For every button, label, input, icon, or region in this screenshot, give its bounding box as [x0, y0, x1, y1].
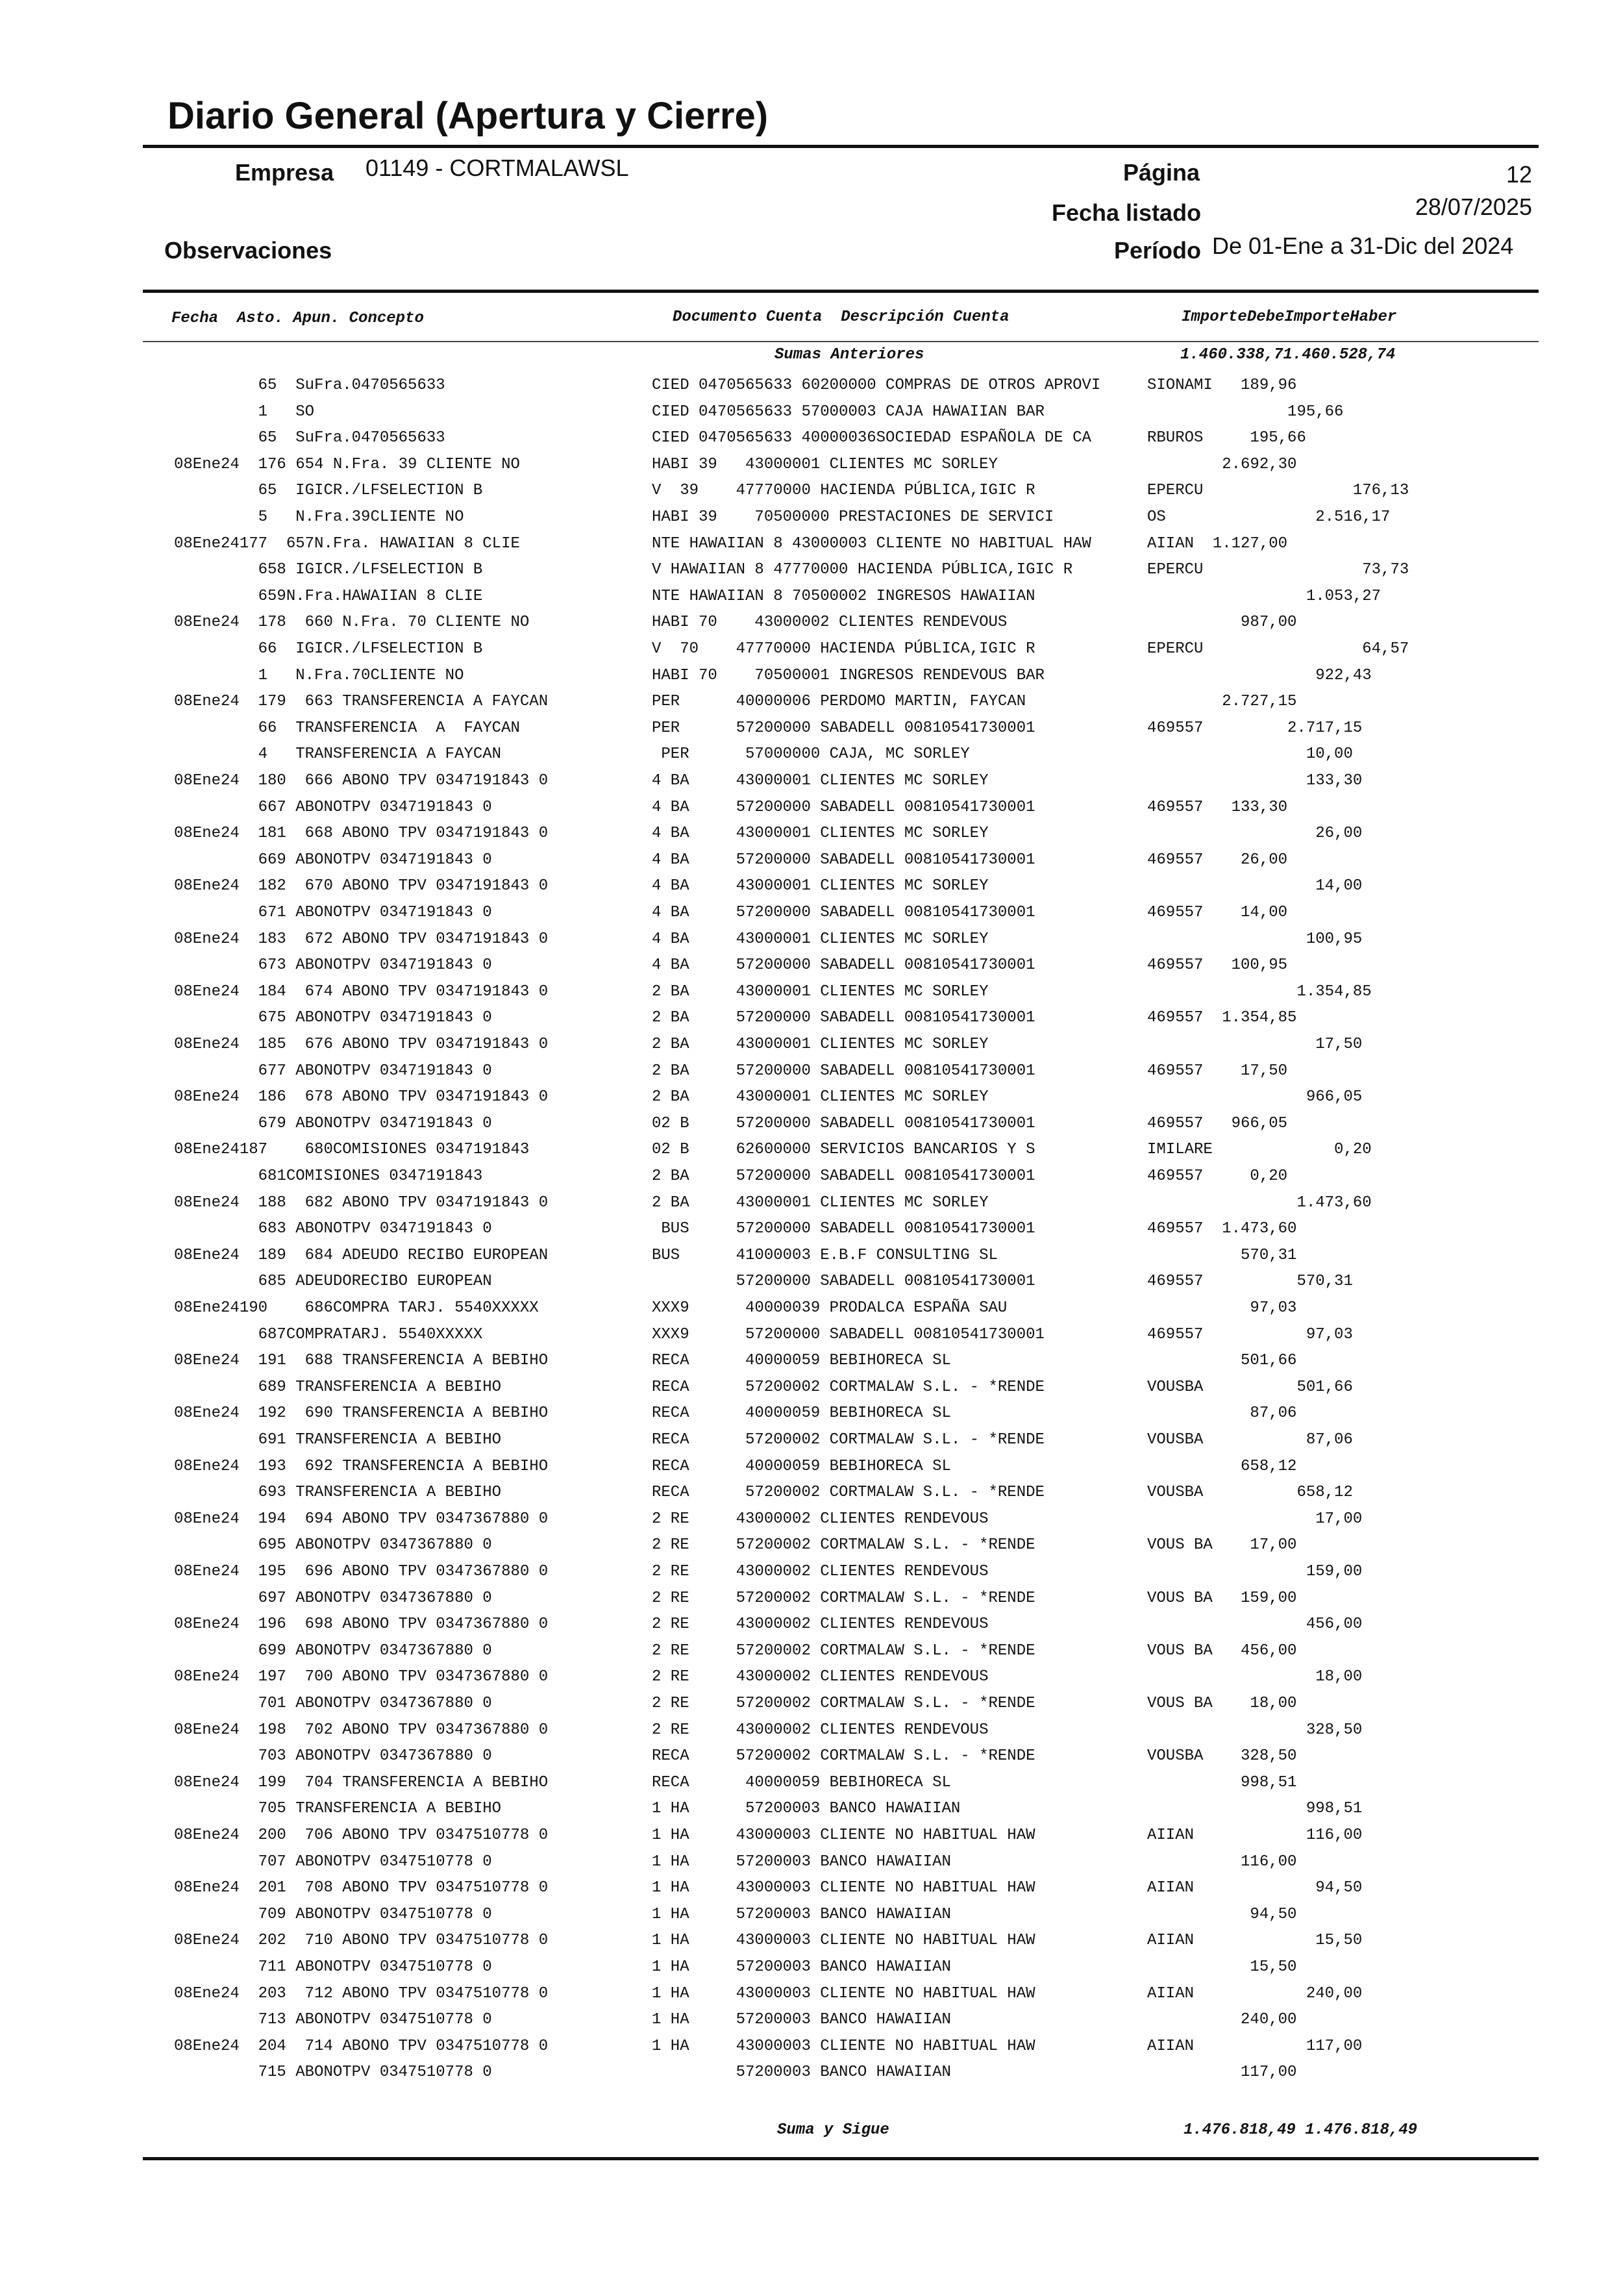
entry-left-text: 677 ABONOTPV 0347191843 0 — [174, 1062, 492, 1080]
entry-left-text: 709 ABONOTPV 0347510778 0 — [174, 1906, 492, 1923]
entry-middle-text: CIED 0470565633 57000003 CAJA HAWAIIAN BAR — [652, 403, 1045, 421]
entry-amount-text: VOUS BA 17,00 — [1147, 1536, 1297, 1554]
entry-amount-text: 159,00 — [1147, 1563, 1363, 1580]
entry-middle-text: 1 HA 43000003 CLIENTE NO HABITUAL HAW — [652, 1827, 1035, 1844]
entry-middle-text: NTE HAWAIIAN 8 70500002 INGRESOS HAWAIIAN — [652, 588, 1035, 605]
entry-middle-text: 1 HA 43000003 CLIENTE NO HABITUAL HAW — [652, 1932, 1035, 1949]
entry-middle-text: 2 RE 43000002 CLIENTES RENDEVOUS — [652, 1510, 989, 1528]
entry-left-text: 5 N.Fra.39CLIENTE NO — [174, 508, 464, 526]
entry-left-text: 659N.Fra.HAWAIIAN 8 CLIE — [174, 588, 483, 605]
entry-amount-text: 2.727,15 — [1147, 693, 1297, 710]
entry-left-text: 08Ene24 188 682 ABONO TPV 0347191843 0 — [174, 1194, 549, 1212]
entry-amount-text: VOUSBA 658,12 — [1147, 1484, 1353, 1501]
entry-left-text: 08Ene24 184 674 ABONO TPV 0347191843 0 — [174, 983, 549, 1001]
entry-amount-text: AIIAN 15,50 — [1147, 1932, 1363, 1949]
entry-left-text: 671 ABONOTPV 0347191843 0 — [174, 904, 492, 921]
entry-left-text: 703 ABONOTPV 0347367880 0 — [174, 1747, 492, 1765]
empresa-label: Empresa — [235, 159, 334, 186]
entry-amount-text: 998,51 — [1147, 1774, 1297, 1791]
entry-amount-text: 998,51 — [1147, 1800, 1363, 1817]
entry-middle-text: 2 BA 43000001 CLIENTES MC SORLEY — [652, 1194, 989, 1212]
entry-amount-text: 17,50 — [1147, 1036, 1363, 1053]
header-rule — [143, 290, 1539, 293]
entry-amount-text: 1.053,27 — [1147, 588, 1381, 605]
entry-middle-text: 2 RE 43000002 CLIENTES RENDEVOUS — [652, 1563, 989, 1580]
entry-amount-text: 1.354,85 — [1147, 983, 1372, 1001]
entry-left-text: 691 TRANSFERENCIA A BEBIHO — [174, 1431, 502, 1449]
entry-amount-text: AIIAN 117,00 — [1147, 2038, 1363, 2055]
entry-left-text: 65 SuFra.0470565633 — [174, 377, 445, 394]
entry-middle-text: 4 BA 43000001 CLIENTES MC SORLEY — [652, 772, 989, 790]
entry-left-text: 685 ADEUDORECIBO EUROPEAN — [174, 1273, 492, 1290]
entry-amount-text: 14,00 — [1147, 877, 1363, 895]
entry-middle-text: RECA 40000059 BEBIHORECA SL — [652, 1774, 951, 1791]
entry-middle-text: 1 HA 43000003 CLIENTE NO HABITUAL HAW — [652, 1879, 1035, 1897]
entry-amount-text: VOUSBA 501,66 — [1147, 1379, 1353, 1396]
entry-amount-text: 94,50 — [1147, 1906, 1297, 1923]
entry-amount-text: VOUSBA 328,50 — [1147, 1747, 1297, 1765]
entry-amount-text: AIIAN 1.127,00 — [1147, 535, 1288, 553]
column-header-middle: Documento Cuenta Descripción Cuenta — [673, 308, 1010, 326]
entry-middle-text: 4 BA 57200000 SABADELL 00810541730001 — [652, 799, 1035, 816]
empresa-value: 01149 - CORTMALAWSL — [365, 155, 629, 181]
entry-left-text: 701 ABONOTPV 0347367880 0 — [174, 1695, 492, 1712]
entry-amount-text: 97,03 — [1147, 1299, 1297, 1317]
entry-middle-text: 4 BA 43000001 CLIENTES MC SORLEY — [652, 877, 989, 895]
entry-middle-text: 2 BA 57200000 SABADELL 00810541730001 — [652, 1062, 1035, 1080]
entry-middle-text: 2 BA 57200000 SABADELL 00810541730001 — [652, 1009, 1035, 1027]
entry-left-text: 08Ene24 196 698 ABONO TPV 0347367880 0 — [174, 1616, 549, 1633]
entry-left-text: 08Ene24 201 708 ABONO TPV 0347510778 0 — [174, 1879, 549, 1897]
entry-middle-text: 2 RE 57200002 CORTMALAW S.L. - *RENDE — [652, 1695, 1035, 1712]
pagina-label: Página — [1123, 159, 1200, 186]
entry-left-text: 08Ene24 180 666 ABONO TPV 0347191843 0 — [174, 772, 549, 790]
entry-left-text: 08Ene24 179 663 TRANSFERENCIA A FAYCAN — [174, 693, 549, 710]
entry-middle-text: 1 HA 57200003 BANCO HAWAIIAN — [652, 1958, 951, 1976]
entry-left-text: 08Ene24187 680COMISIONES 0347191843 — [174, 1141, 530, 1158]
entry-left-text: 679 ABONOTPV 0347191843 0 — [174, 1115, 492, 1132]
entry-middle-text: 1 HA 43000003 CLIENTE NO HABITUAL HAW — [652, 2038, 1035, 2055]
entry-amount-text: AIIAN 240,00 — [1147, 1985, 1363, 2003]
entry-middle-text: PER 57200000 SABADELL 00810541730001 — [652, 719, 1035, 737]
entry-amount-text: 100,95 — [1147, 930, 1363, 948]
entry-amount-text: 133,30 — [1147, 772, 1363, 790]
entry-left-text: 669 ABONOTPV 0347191843 0 — [174, 851, 492, 869]
entry-left-text: 65 IGICR./LFSELECTION B — [174, 482, 483, 499]
observaciones-label: Observaciones — [164, 237, 332, 264]
entry-left-text: 4 TRANSFERENCIA A FAYCAN — [174, 745, 502, 763]
entry-left-text: 1 N.Fra.70CLIENTE NO — [174, 667, 464, 684]
entry-middle-text: 57200003 BANCO HAWAIIAN — [652, 2064, 951, 2081]
entry-amount-text: 469557 133,30 — [1147, 799, 1288, 816]
entry-left-text: 65 SuFra.0470565633 — [174, 429, 445, 447]
entry-amount-text: 469557 17,50 — [1147, 1062, 1288, 1080]
entry-amount-text: 469557 1.473,60 — [1147, 1220, 1297, 1238]
title-rule — [143, 145, 1539, 148]
entry-middle-text: RECA 57200002 CORTMALAW S.L. - *RENDE — [652, 1379, 1045, 1396]
entry-middle-text: 4 BA 43000001 CLIENTES MC SORLEY — [652, 825, 989, 842]
entry-left-text: 08Ene24 197 700 ABONO TPV 0347367880 0 — [174, 1668, 549, 1686]
entry-amount-text: 987,00 — [1147, 614, 1297, 631]
entry-middle-text: 1 HA 57200003 BANCO HAWAIIAN — [652, 2011, 951, 2028]
footer-rule — [143, 2157, 1539, 2160]
entry-left-text: 08Ene24 181 668 ABONO TPV 0347191843 0 — [174, 825, 549, 842]
suma-y-sigue-values: 1.476.818,49 1.476.818,49 — [1183, 2121, 1418, 2139]
entry-left-text: 66 TRANSFERENCIA A FAYCAN — [174, 719, 520, 737]
entry-left-text: 699 ABONOTPV 0347367880 0 — [174, 1642, 492, 1660]
entry-amount-text: 966,05 — [1147, 1088, 1363, 1106]
entry-middle-text: RECA 40000059 BEBIHORECA SL — [652, 1352, 951, 1369]
entry-left-text: 08Ene24 192 690 TRANSFERENCIA A BEBIHO — [174, 1404, 549, 1422]
entry-left-text: 693 TRANSFERENCIA A BEBIHO — [174, 1484, 502, 1501]
pagina-value: 12 — [1505, 161, 1532, 188]
entry-left-text: 08Ene24 194 694 ABONO TPV 0347367880 0 — [174, 1510, 549, 1528]
entry-amount-text: 922,43 — [1147, 667, 1372, 684]
entry-left-text: 681COMISIONES 0347191843 — [174, 1167, 483, 1185]
entry-amount-text: 10,00 — [1147, 745, 1353, 763]
entry-left-text: 08Ene24 203 712 ABONO TPV 0347510778 0 — [174, 1985, 549, 2003]
entry-middle-text: BUS 57200000 SABADELL 00810541730001 — [652, 1220, 1035, 1238]
entry-left-text: 08Ene24 191 688 TRANSFERENCIA A BEBIHO — [174, 1352, 549, 1369]
entry-amount-text: 15,50 — [1147, 1958, 1297, 1976]
entry-middle-text: 57200000 SABADELL 00810541730001 — [652, 1273, 1035, 1290]
entry-amount-text: 469557 1.354,85 — [1147, 1009, 1297, 1027]
entry-middle-text: 2 RE 43000002 CLIENTES RENDEVOUS — [652, 1616, 989, 1633]
entry-amount-text: 2.692,30 — [1147, 456, 1297, 473]
entry-middle-text: PER 40000006 PERDOMO MARTIN, FAYCAN — [652, 693, 1026, 710]
entry-left-text: 08Ene24 186 678 ABONO TPV 0347191843 0 — [174, 1088, 549, 1106]
fecha-listado-label: Fecha listado — [1052, 199, 1202, 226]
entry-amount-text: VOUS BA 159,00 — [1147, 1590, 1297, 1607]
entry-middle-text: 2 BA 43000001 CLIENTES MC SORLEY — [652, 1036, 989, 1053]
entry-middle-text: 4 BA 43000001 CLIENTES MC SORLEY — [652, 930, 989, 948]
entry-middle-text: 2 RE 43000002 CLIENTES RENDEVOUS — [652, 1668, 989, 1686]
entry-left-text: 08Ene24190 686COMPRA TARJ. 5540XXXXX — [174, 1299, 539, 1317]
entry-middle-text: RECA 40000059 BEBIHORECA SL — [652, 1404, 951, 1422]
entry-left-text: 707 ABONOTPV 0347510778 0 — [174, 1853, 492, 1871]
entry-middle-text: HABI 70 43000002 CLIENTES RENDEVOUS — [652, 614, 1008, 631]
entry-left-text: 695 ABONOTPV 0347367880 0 — [174, 1536, 492, 1554]
entry-left-text: 08Ene24 198 702 ABONO TPV 0347367880 0 — [174, 1721, 549, 1739]
entry-middle-text: RECA 57200002 CORTMALAW S.L. - *RENDE — [652, 1747, 1035, 1765]
entry-left-text: 08Ene24 189 684 ADEUDO RECIBO EUROPEAN — [174, 1247, 549, 1264]
entry-amount-text: 469557 2.717,15 — [1147, 719, 1363, 737]
entry-middle-text: V 39 47770000 HACIENDA PÚBLICA,IGIC R — [652, 482, 1035, 499]
entry-middle-text: 1 HA 43000003 CLIENTE NO HABITUAL HAW — [652, 1985, 1035, 2003]
column-header-left: Fecha Asto. Apun. Concepto — [171, 310, 424, 327]
entry-amount-text: 469557 14,00 — [1147, 904, 1288, 921]
entry-middle-text: HABI 39 43000001 CLIENTES MC SORLEY — [652, 456, 998, 473]
entry-left-text: 673 ABONOTPV 0347191843 0 — [174, 956, 492, 974]
entry-middle-text: 1 HA 57200003 BANCO HAWAIIAN — [652, 1800, 961, 1817]
entry-amount-text: EPERCU 73,73 — [1147, 561, 1409, 579]
entry-left-text: 08Ene24 185 676 ABONO TPV 0347191843 0 — [174, 1036, 549, 1053]
entry-amount-text: EPERCU 64,57 — [1147, 640, 1409, 658]
entry-amount-text: 469557 100,95 — [1147, 956, 1288, 974]
page-title: Diario General (Apertura y Cierre) — [167, 95, 769, 137]
entry-amount-text: 469557 0,20 — [1147, 1167, 1288, 1185]
entry-amount-text: 469557 570,31 — [1147, 1273, 1353, 1290]
entry-left-text: 658 IGICR./LFSELECTION B — [174, 561, 483, 579]
entry-middle-text: 2 BA 43000001 CLIENTES MC SORLEY — [652, 983, 989, 1001]
entry-amount-text: 116,00 — [1147, 1853, 1297, 1871]
entry-left-text: 697 ABONOTPV 0347367880 0 — [174, 1590, 492, 1607]
entry-middle-text: 1 HA 57200003 BANCO HAWAIIAN — [652, 1853, 951, 1871]
fecha-listado-value: 28/07/2025 — [1415, 193, 1532, 220]
entry-left-text: 689 TRANSFERENCIA A BEBIHO — [174, 1379, 502, 1396]
entry-middle-text: HABI 70 70500001 INGRESOS RENDEVOUS BAR — [652, 667, 1045, 684]
entry-middle-text: XXX9 57200000 SABADELL 00810541730001 — [652, 1326, 1045, 1343]
entry-middle-text: 02 B 62600000 SERVICIOS BANCARIOS Y S — [652, 1141, 1035, 1158]
entry-middle-text: HABI 39 70500000 PRESTACIONES DE SERVICI — [652, 508, 1054, 526]
entry-left-text: 667 ABONOTPV 0347191843 0 — [174, 799, 492, 816]
entry-middle-text: 2 RE 57200002 CORTMALAW S.L. - *RENDE — [652, 1590, 1035, 1607]
entry-left-text: 08Ene24 183 672 ABONO TPV 0347191843 0 — [174, 930, 549, 948]
entry-left-text: 08Ene24 200 706 ABONO TPV 0347510778 0 — [174, 1827, 549, 1844]
entry-left-text: 705 TRANSFERENCIA A BEBIHO — [174, 1800, 502, 1817]
entry-amount-text: VOUS BA 456,00 — [1147, 1642, 1297, 1660]
entry-amount-text: 501,66 — [1147, 1352, 1297, 1369]
entry-amount-text: 18,00 — [1147, 1668, 1363, 1686]
sumas-anteriores-label: Sumas Anteriores — [774, 346, 924, 364]
periodo-label: Período — [1114, 237, 1202, 264]
entry-amount-text: 469557 26,00 — [1147, 851, 1288, 869]
entry-left-text: 66 IGICR./LFSELECTION B — [174, 640, 483, 658]
entry-amount-text: 469557 97,03 — [1147, 1326, 1353, 1343]
entry-middle-text: BUS 41000003 E.B.F CONSULTING SL — [652, 1247, 998, 1264]
entry-left-text: 715 ABONOTPV 0347510778 0 — [174, 2064, 492, 2081]
suma-y-sigue-label: Suma y Sigue — [777, 2121, 889, 2139]
entry-amount-text: 195,66 — [1147, 403, 1344, 421]
entry-amount-text: RBUROS 195,66 — [1147, 429, 1306, 447]
entry-middle-text: CIED 0470565633 60200000 COMPRAS DE OTROS APROVI — [652, 377, 1101, 394]
entry-middle-text: 4 BA 57200000 SABADELL 00810541730001 — [652, 904, 1035, 921]
entry-amount-text: VOUS BA 18,00 — [1147, 1695, 1297, 1712]
entry-amount-text: EPERCU 176,13 — [1147, 482, 1409, 499]
periodo-value: De 01-Ene a 31-Dic del 2024 — [1212, 232, 1514, 259]
entry-amount-text: 658,12 — [1147, 1458, 1297, 1475]
entry-left-text: 08Ene24 204 714 ABONO TPV 0347510778 0 — [174, 2038, 549, 2055]
entry-amount-text: 1.473,60 — [1147, 1194, 1372, 1212]
entry-middle-text: 4 BA 57200000 SABADELL 00810541730001 — [652, 956, 1035, 974]
entry-amount-text: 469557 966,05 — [1147, 1115, 1288, 1132]
entry-amount-text: 26,00 — [1147, 825, 1363, 842]
entry-amount-text: 456,00 — [1147, 1616, 1363, 1633]
sumas-anteriores-values: 1.460.338,71.460.528,74 — [1180, 346, 1396, 364]
entry-middle-text: 2 RE 43000002 CLIENTES RENDEVOUS — [652, 1721, 989, 1739]
entry-amount-text: OS 2.516,17 — [1147, 508, 1391, 526]
entry-left-text: 08Ene24 199 704 TRANSFERENCIA A BEBIHO — [174, 1774, 549, 1791]
entry-left-text: 08Ene24177 657N.Fra. HAWAIIAN 8 CLIE — [174, 535, 520, 553]
entry-middle-text: V HAWAIIAN 8 47770000 HACIENDA PÚBLICA,IGIC R — [652, 561, 1073, 579]
entry-middle-text: V 70 47770000 HACIENDA PÚBLICA,IGIC R — [652, 640, 1035, 658]
entry-left-text: 08Ene24 195 696 ABONO TPV 0347367880 0 — [174, 1563, 549, 1580]
entry-amount-text: 570,31 — [1147, 1247, 1297, 1264]
entry-left-text: 1 SO — [174, 403, 315, 421]
entry-left-text: 711 ABONOTPV 0347510778 0 — [174, 1958, 492, 1976]
entry-left-text: 08Ene24 182 670 ABONO TPV 0347191843 0 — [174, 877, 549, 895]
entry-left-text: 683 ABONOTPV 0347191843 0 — [174, 1220, 492, 1238]
entry-middle-text: RECA 40000059 BEBIHORECA SL — [652, 1458, 951, 1475]
entry-amount-text: IMILARE 0,20 — [1147, 1141, 1372, 1158]
entry-middle-text: NTE HAWAIIAN 8 43000003 CLIENTE NO HABITUAL HAW — [652, 535, 1091, 553]
entry-left-text: 08Ene24 202 710 ABONO TPV 0347510778 0 — [174, 1932, 549, 1949]
entry-middle-text: RECA 57200002 CORTMALAW S.L. - *RENDE — [652, 1484, 1045, 1501]
entry-middle-text: 2 RE 57200002 CORTMALAW S.L. - *RENDE — [652, 1536, 1035, 1554]
entry-left-text: 687COMPRATARJ. 5540XXXXX — [174, 1326, 483, 1343]
entry-left-text: 08Ene24 176 654 N.Fra. 39 CLIENTE NO — [174, 456, 520, 473]
entry-amount-text: 117,00 — [1147, 2064, 1297, 2081]
entry-amount-text: 87,06 — [1147, 1404, 1297, 1422]
entry-middle-text: 02 B 57200000 SABADELL 00810541730001 — [652, 1115, 1035, 1132]
entry-amount-text: AIIAN 116,00 — [1147, 1827, 1363, 1844]
entry-amount-text: 17,00 — [1147, 1510, 1363, 1528]
entry-amount-text: 240,00 — [1147, 2011, 1297, 2028]
entry-left-text: 08Ene24 178 660 N.Fra. 70 CLIENTE NO — [174, 614, 530, 631]
column-header-right: ImporteDebeImporteHaber — [1182, 308, 1397, 326]
entry-left-text: 713 ABONOTPV 0347510778 0 — [174, 2011, 492, 2028]
entry-middle-text: RECA 57200002 CORTMALAW S.L. - *RENDE — [652, 1431, 1045, 1449]
entry-middle-text: 2 BA 43000001 CLIENTES MC SORLEY — [652, 1088, 989, 1106]
entry-left-text: 08Ene24 193 692 TRANSFERENCIA A BEBIHO — [174, 1458, 549, 1475]
column-header-rule — [143, 341, 1539, 342]
entry-middle-text: 2 BA 57200000 SABADELL 00810541730001 — [652, 1167, 1035, 1185]
entry-middle-text: PER 57000000 CAJA, MC SORLEY — [652, 745, 970, 763]
entry-middle-text: 2 RE 57200002 CORTMALAW S.L. - *RENDE — [652, 1642, 1035, 1660]
entry-middle-text: CIED 0470565633 40000036SOCIEDAD ESPAÑOLA DE CA — [652, 429, 1091, 447]
entry-amount-text: SIONAMI 189,96 — [1147, 377, 1297, 394]
entry-middle-text: XXX9 40000039 PRODALCA ESPAÑA SAU — [652, 1299, 1008, 1317]
entry-middle-text: 1 HA 57200003 BANCO HAWAIIAN — [652, 1906, 951, 1923]
entry-left-text: 675 ABONOTPV 0347191843 0 — [174, 1009, 492, 1027]
entry-middle-text: 4 BA 57200000 SABADELL 00810541730001 — [652, 851, 1035, 869]
entry-amount-text: AIIAN 94,50 — [1147, 1879, 1363, 1897]
entry-amount-text: VOUSBA 87,06 — [1147, 1431, 1353, 1449]
entry-amount-text: 328,50 — [1147, 1721, 1363, 1739]
